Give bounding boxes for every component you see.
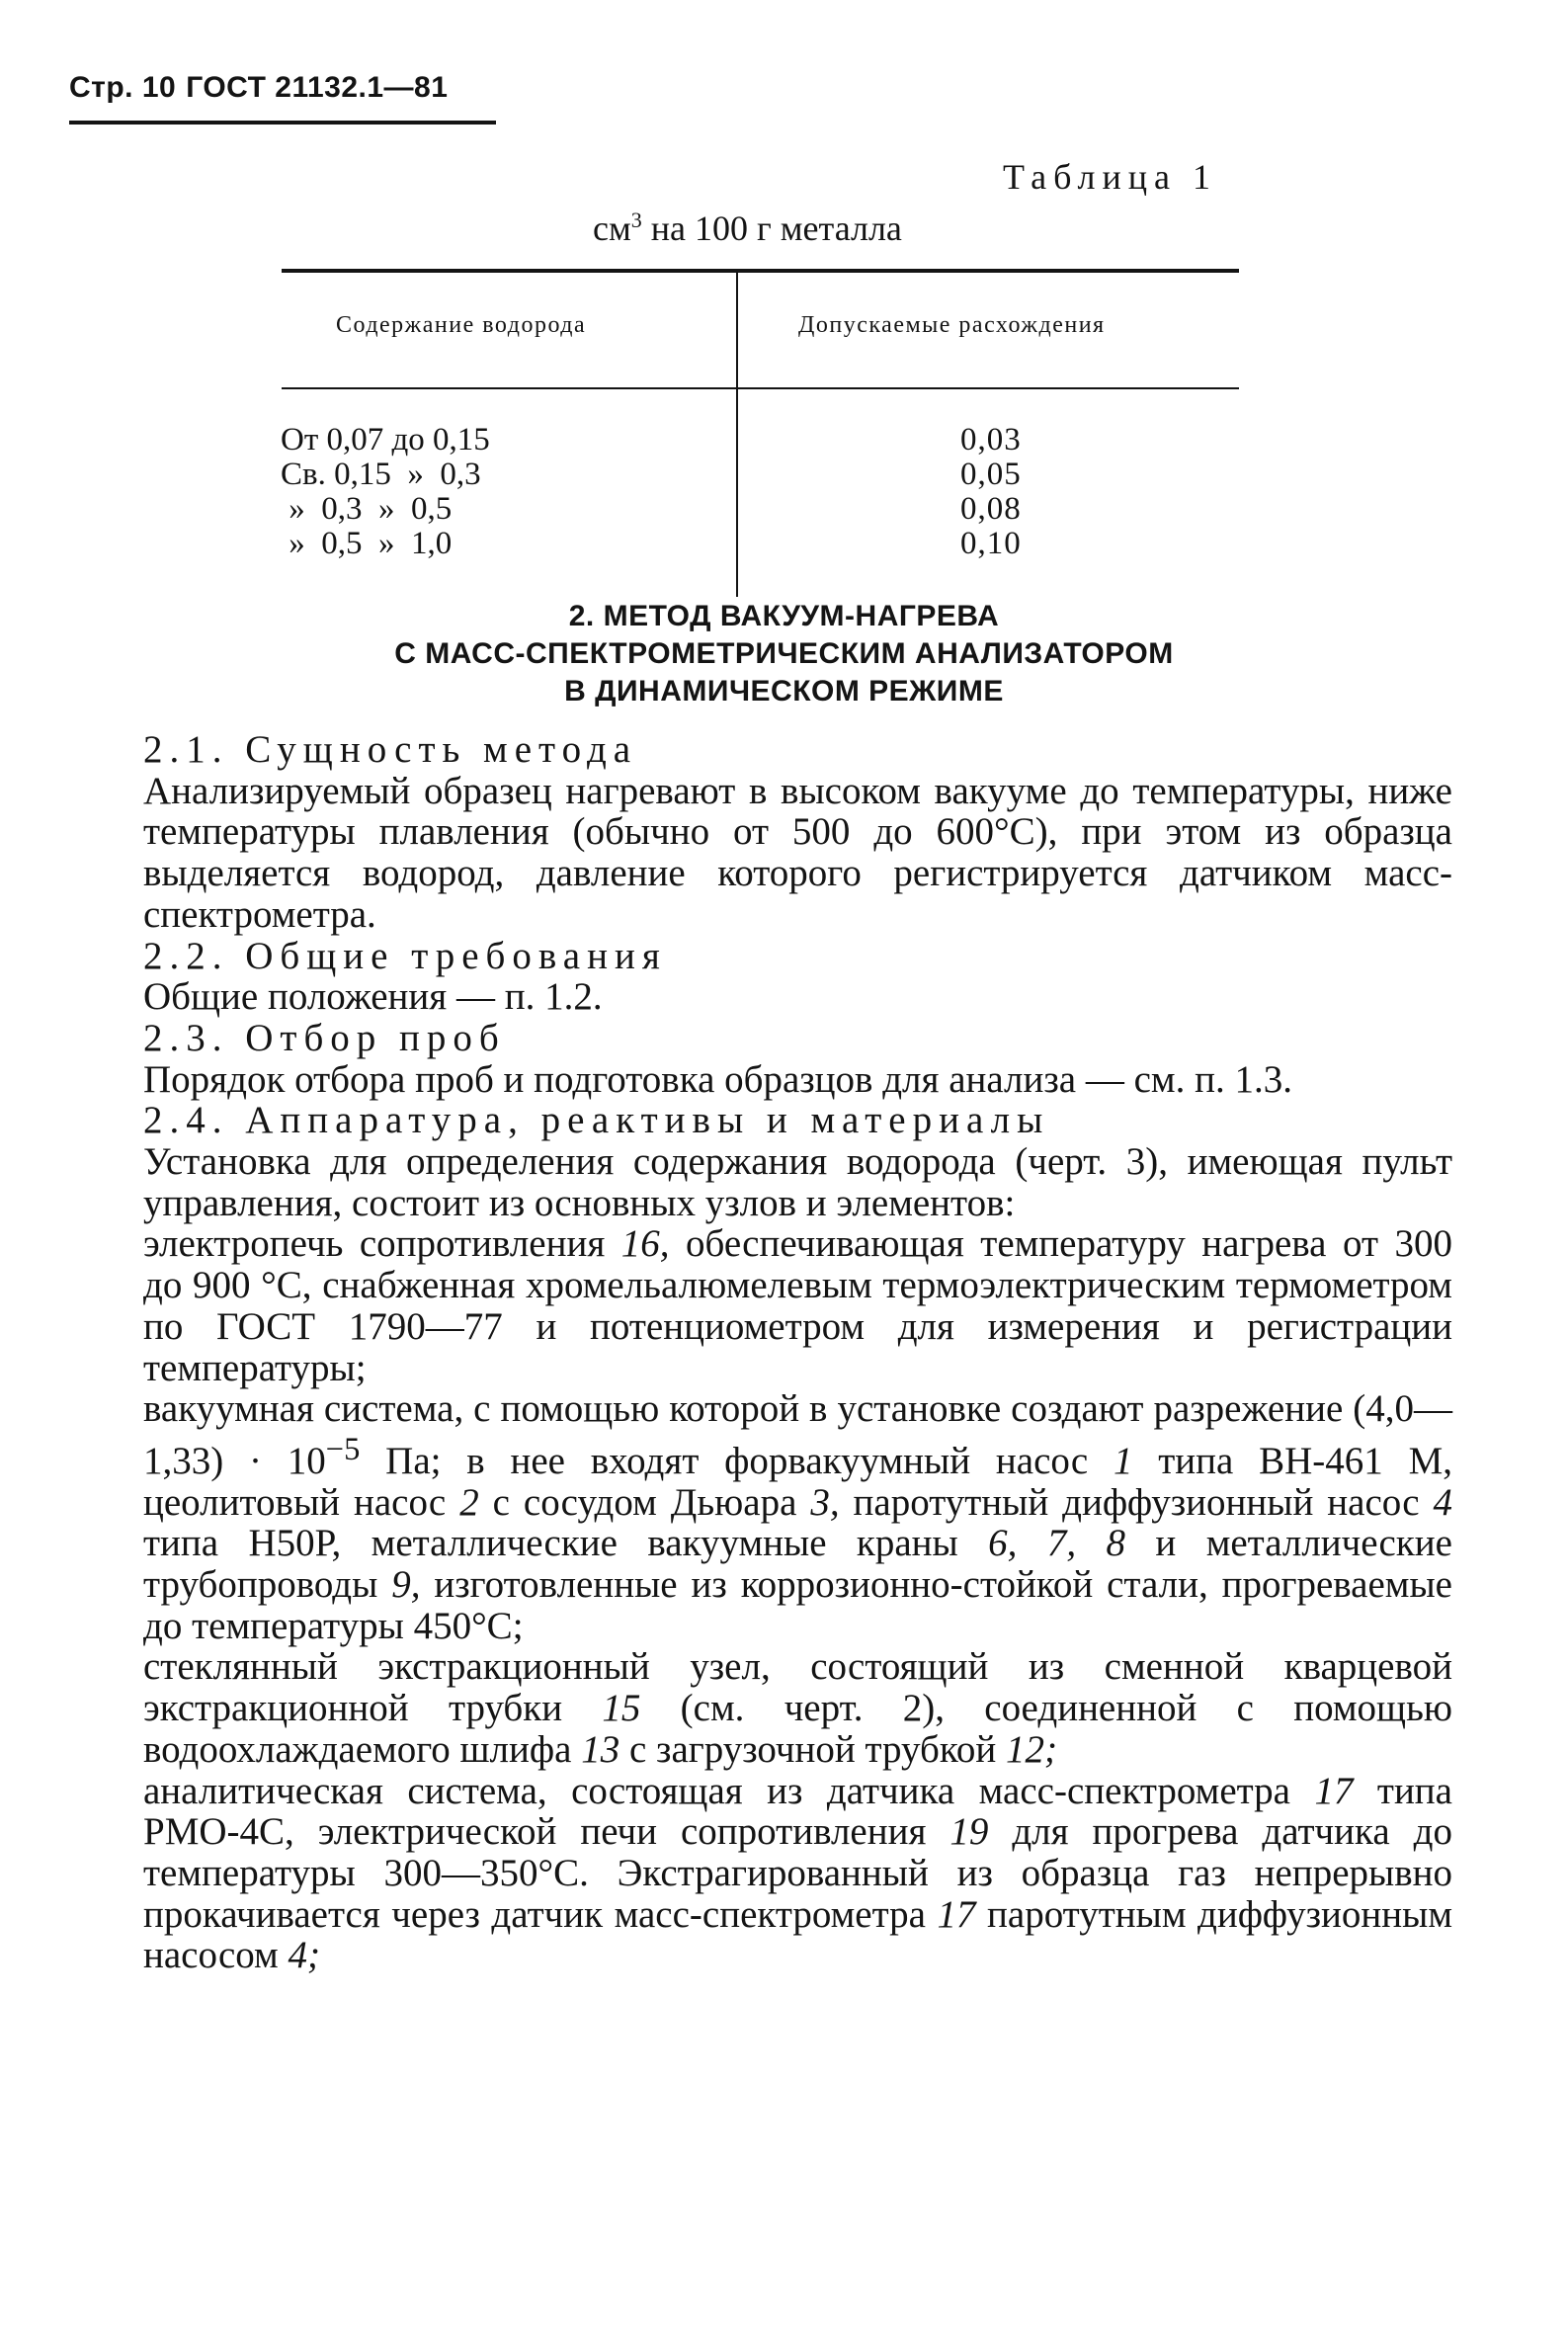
- table-cell: 0,03: [960, 422, 1022, 458]
- subsection-heading: 2.2. Общие требования: [143, 934, 667, 977]
- header-rule: [69, 121, 496, 125]
- table-caption: Таблица 1: [1003, 157, 1217, 197]
- table-cell: 0,10: [960, 526, 1022, 561]
- paragraph: Установка для определения содержания водорода (черт. 3), имеющая пульт управления, состоит из основных узлов и элементов:: [143, 1140, 1452, 1224]
- list-item: электропечь сопротивления 16, обеспечивающая температуру нагрева от 300 до 900 °С, снабженная хромельалюмелевым термоэлектрическим термометром по ГОСТ 1790—77 и потенциометром для измерения и регистрации температуры;: [143, 1222, 1453, 1389]
- page-header: [69, 71, 448, 105]
- page-number: Стр. 10: [69, 71, 177, 104]
- list-item: аналитическая система, состоящая из датчика масс-спектрометра 17 типа РМО-4С, электрической печи сопротивления 19 для прогрева датчика до температуры 300—350°С. Экстрагированный из образца газ непрерывно прокачивается через датчик масс-спектрометра 17 паротутным диффузионным насосом 4;: [143, 1769, 1453, 1977]
- paragraph: Анализируемый образец нагревают в высоком вакууме до температуры, ниже температуры плавления (обычно от 500 до 600°С), при этом из образца выделяется водород, давление которого регистрируется датчиком масс-спектрометра.: [143, 769, 1452, 936]
- subsection-heading: 2.3. Отбор проб: [143, 1016, 506, 1059]
- body-text: [143, 729, 1452, 1976]
- table-cell: 0,05: [960, 457, 1022, 492]
- table-cell: Св. 0,15 » 0,3: [281, 457, 481, 492]
- table-top-rule: [282, 269, 1239, 273]
- table-header-content: Содержание водорода: [336, 312, 587, 338]
- list-item: вакуумная система, с помощью которой в установке создают разрежение (4,0—1,33) · $10^{-5}$ Па; в нее входят форвакуумный насос 1 типа ВН-461 М, цеолитовый насос 2 с сосудом Дьюара 3, паротутный диффузионный насос 4 типа Н50Р, металлические вакуумные краны 6, 7, 8 и металлические трубопроводы 9, изготовленные из коррозионно-стойкой стали, прогреваемые до температуры 450°С;: [143, 1387, 1452, 1647]
- table-cell: От 0,07 до 0,15: [281, 422, 490, 458]
- table-cell: 0,08: [960, 491, 1022, 527]
- table-column-divider: [736, 271, 738, 597]
- standard-number: ГОСТ 21132.1—81: [186, 71, 449, 104]
- table-column-content: [281, 423, 490, 561]
- subsection-heading: 2.1. Сущность метода: [143, 728, 638, 771]
- table-cell: » 0,5 » 1,0: [281, 526, 453, 561]
- table-header-tolerance: Допускаемые расхождения: [798, 312, 1106, 338]
- table-cell: » 0,3 » 0,5: [281, 491, 453, 527]
- table-header-rule: [282, 387, 1239, 389]
- subsection-heading: 2.4. Аппаратура, реактивы и материалы: [143, 1099, 1050, 1142]
- paragraph: Порядок отбора проб и подготовка образцов для анализа — см. п. 1.3.: [143, 1057, 1292, 1101]
- paragraph: Общие положения — п. 1.2.: [143, 975, 603, 1019]
- table-column-tolerance: [960, 423, 1022, 561]
- table-units: $см^3$ на 100 г металла: [593, 208, 902, 248]
- section-title: 2. МЕТОД ВАКУУМ-НАГРЕВА С МАСС-СПЕКТРОМЕТРИЧЕСКИМ АНАЛИЗАТОРОМ В ДИНАМИЧЕСКОМ РЕЖИМЕ: [394, 600, 1174, 708]
- list-item: стеклянный экстракционный узел, состоящий из сменной кварцевой экстракционной трубки 15 (см. черт. 2), соединенной с помощью водоохлаждаемого шлифа 13 с загрузочной трубкой 12;: [143, 1645, 1452, 1771]
